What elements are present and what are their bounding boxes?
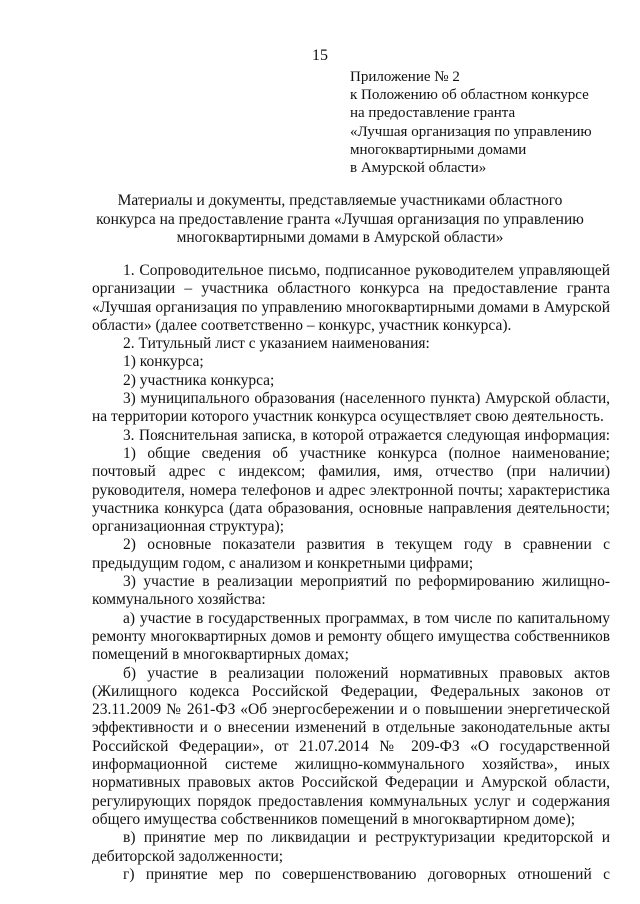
body-line: в) принятие мер по ликвидации и реструктуризации кредиторской и — [123, 829, 610, 847]
body-line: 3) участие в реализации мероприятий по реформированию жилищно- — [123, 573, 610, 591]
body-line: б) участие в реализации положений нормативных правовых актов — [123, 664, 610, 682]
appendix-line: к Положению об областном конкурсе — [350, 87, 589, 104]
body-line: 1) конкурса; — [123, 353, 204, 371]
body-line: 1. Сопроводительное письмо, подписанное руководителем управляющей — [123, 262, 610, 279]
body-line: коммунального хозяйства: — [92, 591, 266, 609]
appendix-line: в Амурской области» — [350, 160, 487, 177]
body-line: помещений в многоквартирных домах; — [92, 646, 349, 664]
body-line: 2. Титульный лист с указанием наименования: — [123, 335, 430, 353]
appendix-line: «Лучшая организация по управлению — [350, 123, 592, 140]
body-line: области» (далее соответственно – конкурс, участник конкурса). — [92, 316, 512, 334]
body-line: общего имущества собственников помещений в многоквартирном доме); — [92, 810, 576, 828]
appendix-line: Приложение № 2 — [350, 69, 460, 85]
body-line: участника конкурса (дата образования, основные направления деятельности; — [92, 499, 610, 517]
body-line: предыдущим годом, с анализом и конкретными цифрами; — [92, 554, 474, 572]
body-line: (Жилищного кодекса Российской Федерации, Федеральных законов от — [92, 682, 610, 700]
title-line: конкурса на предоставление гранта «Лучшая организация по управлению — [96, 210, 584, 228]
body-line: организации – участника областного конкурса на предоставление гранта — [92, 280, 610, 298]
appendix-header — [350, 68, 592, 177]
body-line: информационной системе жилищно-коммунального хозяйства», иных — [92, 756, 610, 774]
body-line: 2) основные показатели развития в текущем году в сравнении с — [123, 536, 610, 554]
body-line: г) принятие мер по совершенствованию договорных отношений с — [123, 865, 610, 883]
body-line: нормативных правовых актов Российской Федерации и Амурской области, — [92, 774, 610, 792]
body-line: регулирующих порядок предоставления коммунальных услуг и содержания — [92, 792, 610, 810]
body-line: организационная структура); — [92, 518, 285, 536]
title-line: многоквартирными домами в Амурской области» — [176, 229, 504, 246]
body-line: руководителя, номера телефонов и адрес электронной почты; характеристика — [92, 481, 610, 499]
title-line: Материалы и документы, представляемые участниками областного — [117, 192, 563, 209]
body-line: Российской Федерации», от 21.07.2014 № 209-ФЗ «О государственной — [92, 737, 610, 755]
body-line: эффективности и о внесении изменений в отдельные законодательные акты — [92, 719, 610, 737]
body-line: а) участие в государственных программах, в том числе по капитальному — [123, 609, 610, 627]
body-line: 23.11.2009 № 261-ФЗ «Об энергосбережении и о повышении энергетической — [92, 701, 610, 719]
body-line: на территории которого участник конкурса осуществляет свою деятельность. — [92, 408, 604, 426]
body-line: 3) муниципального образования (населенного пункта) Амурской области, — [123, 390, 610, 408]
body-line: дебиторской задолженности; — [92, 847, 284, 865]
page-number: 15 — [312, 47, 328, 64]
appendix-line: на предоставление гранта — [350, 105, 516, 122]
body-line: ремонту многоквартирных домов и ремонту общего имущества собственников — [92, 627, 610, 645]
body-line: 3. Пояснительная записка, в которой отражается следующая информация: — [123, 426, 610, 444]
body-line: почтовый адрес с индексом; фамилия, имя, отчество (при наличии) — [92, 463, 610, 481]
document-title — [60, 192, 620, 248]
appendix-line: многоквартирными домами — [350, 141, 527, 158]
body-line: «Лучшая организация по управлению многоквартирными домами в Амурской — [92, 298, 610, 316]
document-body — [92, 262, 610, 884]
body-line: 2) участника конкурса; — [123, 371, 275, 389]
body-line: 1) общие сведения об участнике конкурса (полное наименование; — [123, 444, 610, 462]
